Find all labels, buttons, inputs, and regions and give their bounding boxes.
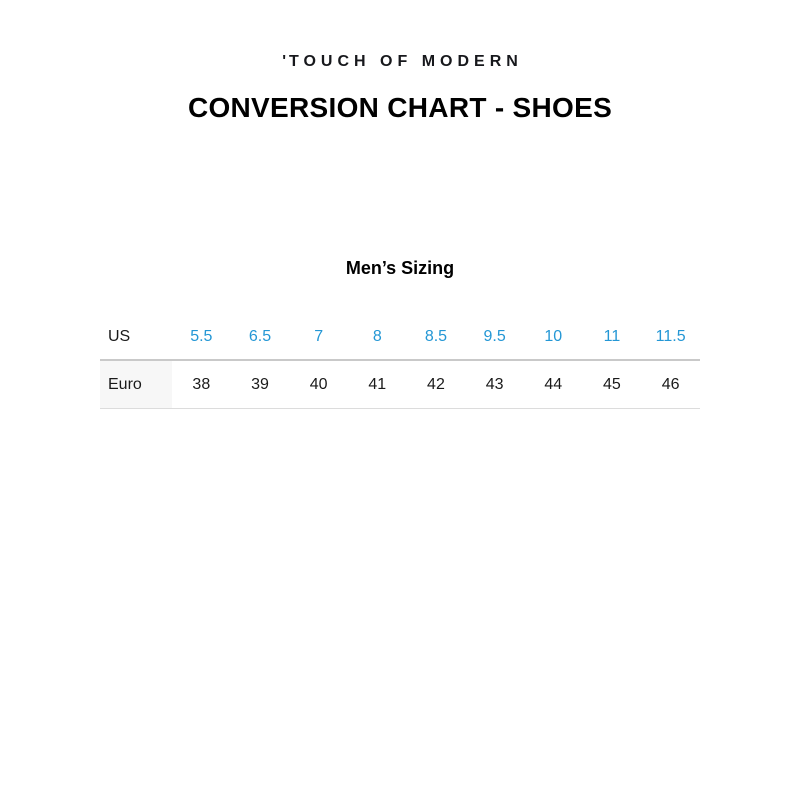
us-size-cell: 11.5 (641, 315, 700, 360)
euro-size-cell: 43 (465, 360, 524, 409)
us-size-cell: 8 (348, 315, 407, 360)
euro-size-cell: 46 (641, 360, 700, 409)
us-size-cell: 10 (524, 315, 583, 360)
table-row-us (100, 315, 700, 360)
logo-text: TOUCH OF MODERN (289, 53, 523, 70)
brand-logo (0, 53, 800, 71)
logo-tick-mark: ' (282, 53, 291, 70)
euro-size-cell: 45 (583, 360, 642, 409)
table-row-euro (100, 360, 700, 409)
us-size-cell: 8.5 (407, 315, 466, 360)
row-label-us: US (100, 315, 172, 360)
euro-size-cell: 42 (407, 360, 466, 409)
us-size-cell: 7 (289, 315, 348, 360)
row-label-euro: Euro (100, 360, 172, 409)
euro-size-cell: 41 (348, 360, 407, 409)
euro-size-cell: 44 (524, 360, 583, 409)
euro-size-cell: 40 (289, 360, 348, 409)
us-size-cell: 11 (583, 315, 642, 360)
us-size-cell: 9.5 (465, 315, 524, 360)
page-title: CONVERSION CHART - SHOES (187, 92, 613, 123)
us-size-cell: 6.5 (231, 315, 290, 360)
section-heading-mens-sizing: Men’s Sizing (345, 258, 455, 278)
euro-size-cell: 39 (231, 360, 290, 409)
size-conversion-table (100, 315, 700, 409)
euro-size-cell: 38 (172, 360, 231, 409)
us-size-cell: 5.5 (172, 315, 231, 360)
